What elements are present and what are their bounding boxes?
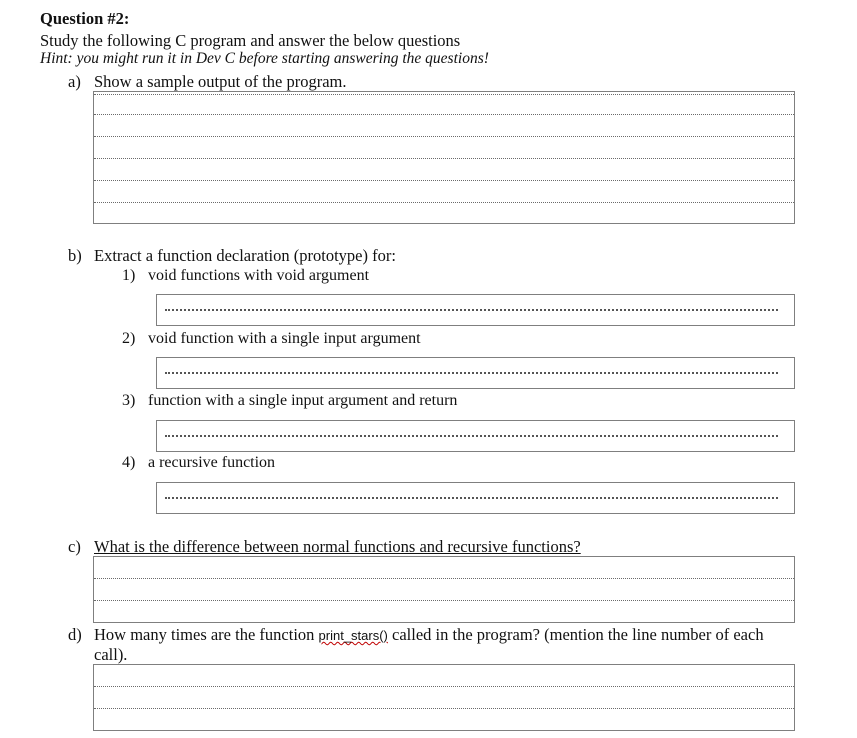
part-b-item-4-answer[interactable] xyxy=(156,482,795,514)
part-b-letter: b) xyxy=(68,246,82,265)
question-intro: Study the following C program and answer the below questions xyxy=(40,31,461,50)
part-c-letter: c) xyxy=(68,537,81,556)
part-d-text-before: How many times are the function xyxy=(94,625,319,644)
part-b-item-2-number: 2) xyxy=(122,330,136,347)
part-b-item-2-text: void function with a single input argument xyxy=(148,330,421,347)
part-b-item-3-text: function with a single input argument and return xyxy=(148,392,458,409)
part-b-item-4-number: 4) xyxy=(122,454,136,471)
part-b-item-3-answer[interactable] xyxy=(156,420,795,452)
part-b-item-3-number: 3) xyxy=(122,392,136,409)
part-a-question: Show a sample output of the program. xyxy=(94,72,347,91)
part-c-question: What is the difference between normal functions and recursive functions? xyxy=(94,537,581,556)
part-b-item-4-text: a recursive function xyxy=(148,454,276,471)
function-name-print-stars: print_stars() xyxy=(318,628,388,643)
part-b-question: Extract a function declaration (prototype) for: xyxy=(94,246,396,265)
part-d-text-after: called in the program? (mention the line number of each xyxy=(387,625,764,644)
part-b-item-1-number: 1) xyxy=(122,267,136,284)
part-c-answer-box[interactable] xyxy=(93,556,795,623)
part-a-answer-box[interactable] xyxy=(93,91,795,224)
question-title: Question #2: xyxy=(40,9,130,28)
part-b-item-1-answer[interactable] xyxy=(156,294,795,326)
part-b-item-2-answer[interactable] xyxy=(156,357,795,389)
part-d-letter: d) xyxy=(68,625,82,644)
part-d-question-line1 xyxy=(94,625,764,645)
question-hint: Hint: you might run it in Dev C before starting answering the questions! xyxy=(40,50,489,67)
part-d-question-line2: call). xyxy=(94,645,128,664)
part-b-item-1-text: void functions with void argument xyxy=(148,267,370,284)
part-d-answer-box[interactable] xyxy=(93,664,795,731)
part-a-letter: a) xyxy=(68,72,81,91)
